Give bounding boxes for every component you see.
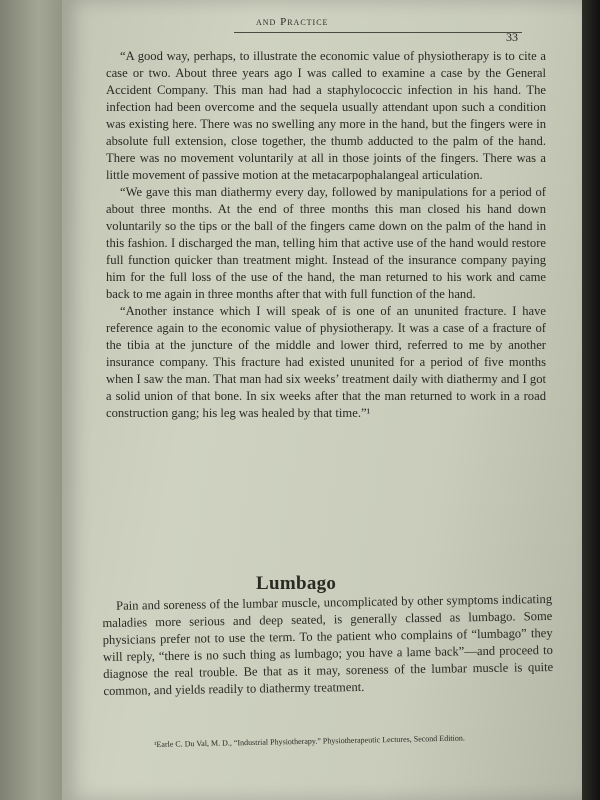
page-number: 33: [506, 30, 518, 44]
paragraph: Pain and soreness of the lumbar muscle, uncomplicated by other symptoms indicating maladies more serious and deep seated, is generally classed as lumbago. Some physicians prefer not to use the term. To the patient who complains of “lumbago” they will reply, “there is no such thing as lumbago; you have a lame back”—and proceed to diagnose the real trouble. Be that as it may, soreness of the lumbar muscle is quite common, and yields readily to diathermy treatment.: [102, 591, 554, 698]
book-page: [62, 0, 582, 800]
footnote: ¹Earle C. Du Val, M. D., “Industrial Physiotherapy.” Physiotherapeutic Lectures, Second Edition.: [154, 733, 465, 749]
section-text: [102, 591, 554, 700]
page-edge-shadow: [582, 0, 600, 800]
section-heading: Lumbago: [256, 573, 337, 594]
running-head: [234, 16, 522, 44]
paragraph: “We gave this man diathermy every day, followed by manipulations for a period of about three months. At the end of three months this man closed his hand down voluntarily so the tips or the ball of the fingers came down on the palm of the hand in this fashion. I discharged the man, telling him that active use of the hand would restore full function quicker than treatment might. Instead of the insurance company paying him for the full loss of the use of the hand, the man returned to his work and came back to me again in three months after that with full function of the hand.: [106, 185, 546, 301]
body-text: [106, 48, 546, 422]
running-title: and Practice: [256, 16, 329, 28]
paragraph: “A good way, perhaps, to illustrate the economic value of physiotherapy is to cite a case or two. About three years ago I was called to examine a case by the General Accident Company. This man had had a staphylococcic infection in his hand. The infection had been overcome and the sequela usually attendant upon such a condition was existing here. There was no swelling any more in the hand, but the fingers were in absolute full extension, close together, the thumb adducted to the palm of the hand. There was no movement voluntarily at all in those joints of the fingers. There was a little movement of passive motion at the metacarpophalangeal articulation.: [106, 49, 546, 182]
paragraph: “Another instance which I will speak of is one of an ununited fracture. I have reference again to the economic value of physiotherapy. It was a case of a fracture of the tibia at the juncture of the middle and lower third, referred to me by another insurance company. This fracture had existed ununited for a period of five months when I saw the man. That man had six weeks’ treatment daily with diathermy and I got a solid union of that bone. In six weeks after that the man returned to work in a road construction gang; his leg was healed by that time.”¹: [106, 304, 546, 420]
book-spine: [0, 0, 70, 800]
